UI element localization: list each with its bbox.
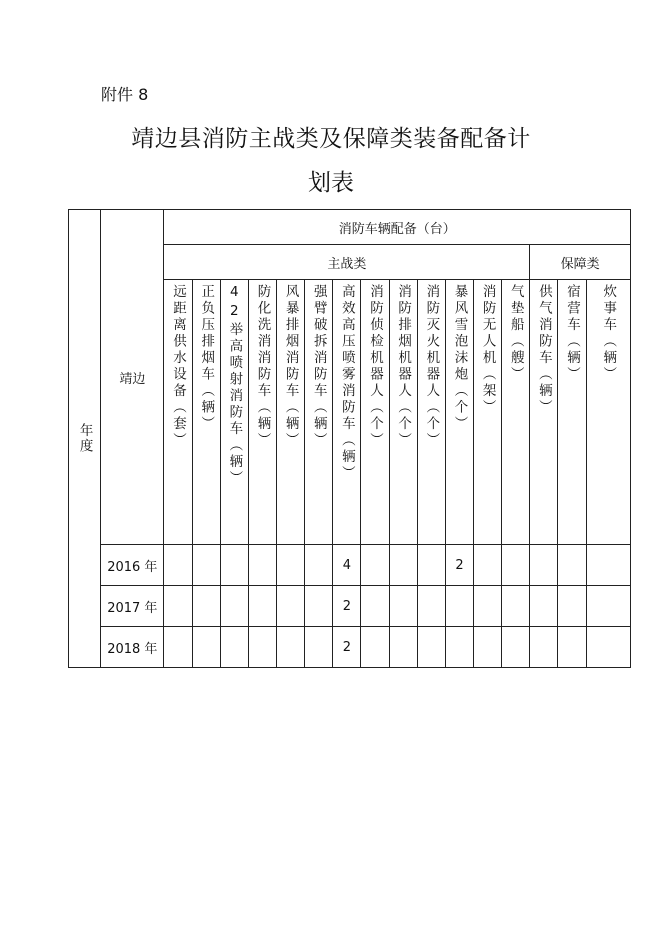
year-header-cell: [69, 210, 101, 668]
document-title-continued: 划表: [308, 170, 354, 196]
value-cell: [474, 586, 502, 627]
value-cell: [586, 586, 630, 627]
main-category-header: 主战类: [164, 245, 530, 280]
column-header: [389, 280, 417, 545]
value-cell: [192, 586, 220, 627]
value-cell: [502, 586, 530, 627]
column-header-label: 消防排烟机器人（个）: [395, 284, 412, 449]
column-header-label: 暴风雪泡沫炮（个）: [451, 284, 468, 433]
column-header-label: 消防侦检机器人（个）: [367, 284, 384, 449]
value-cell: [361, 586, 389, 627]
column-header-label: 消防灭火机器人（个）: [423, 284, 440, 449]
column-header: [361, 280, 389, 545]
value-cell: 2: [333, 627, 361, 668]
column-header: [417, 280, 445, 545]
value-cell: [248, 545, 276, 586]
table-row: [69, 586, 631, 627]
value-cell: [558, 586, 586, 627]
value-cell: [305, 545, 333, 586]
column-header: [305, 280, 333, 545]
value-cell: [389, 586, 417, 627]
value-cell: [474, 627, 502, 668]
value-cell: [530, 627, 558, 668]
value-cell: [164, 545, 192, 586]
value-cell: [220, 545, 248, 586]
value-cell: [417, 586, 445, 627]
column-header-label: 消防无人机（架）: [479, 284, 496, 416]
value-cell: 2: [445, 545, 473, 586]
value-cell: [361, 627, 389, 668]
year-header: 年度: [76, 423, 93, 454]
column-header: [586, 280, 630, 545]
column-header-label: 高效高压喷雾消防车（辆）: [338, 284, 355, 482]
value-cell: 2: [333, 586, 361, 627]
document-title: 靖边县消防主战类及保障类装备配备计: [131, 126, 531, 152]
value-cell: [530, 586, 558, 627]
value-cell: [445, 586, 473, 627]
value-cell: [277, 545, 305, 586]
value-cell: [389, 627, 417, 668]
value-cell: [586, 627, 630, 668]
value-cell: [305, 586, 333, 627]
value-cell: [305, 627, 333, 668]
column-header-label: 防化洗消消防车（辆）: [254, 284, 271, 449]
value-cell: [586, 545, 630, 586]
value-cell: [164, 586, 192, 627]
column-header-label: 正负压排烟车（辆）: [198, 284, 215, 433]
column-header: [333, 280, 361, 545]
column-header-label: 炊事车（辆）: [600, 284, 617, 383]
attachment-label: 附件 8: [101, 85, 149, 104]
column-header: [558, 280, 586, 545]
value-cell: [502, 627, 530, 668]
value-cell: [220, 586, 248, 627]
column-header-label: 宿营车（辆）: [564, 284, 581, 383]
column-header: [248, 280, 276, 545]
column-header: [445, 280, 473, 545]
equipment-plan-table: [68, 209, 631, 668]
column-header-label: 风暴排烟消防车（辆）: [282, 284, 299, 449]
column-header-label: 42举高喷射消防车（辆）: [226, 284, 243, 487]
column-header-label: 强臂破拆消防车（辆）: [310, 284, 327, 449]
column-header-label: 供气消防车（辆）: [535, 284, 552, 416]
value-cell: [389, 545, 417, 586]
value-cell: [361, 545, 389, 586]
value-cell: [445, 627, 473, 668]
value-cell: [502, 545, 530, 586]
value-cell: [417, 545, 445, 586]
column-header: [220, 280, 248, 545]
value-cell: [220, 627, 248, 668]
value-cell: [248, 586, 276, 627]
table-row: [69, 627, 631, 668]
column-header: [474, 280, 502, 545]
value-cell: [530, 545, 558, 586]
column-header: [502, 280, 530, 545]
column-header: [164, 280, 192, 545]
value-cell: [277, 586, 305, 627]
column-header-label: 气垫船（艘）: [507, 284, 524, 383]
value-cell: [192, 627, 220, 668]
year-cell: 2016 年: [101, 545, 164, 586]
region-header: 靖边: [119, 371, 146, 387]
column-header: [192, 280, 220, 545]
year-cell: 2017 年: [101, 586, 164, 627]
value-cell: [558, 545, 586, 586]
value-cell: [277, 627, 305, 668]
column-header: [277, 280, 305, 545]
value-cell: [248, 627, 276, 668]
value-cell: [474, 545, 502, 586]
value-cell: [192, 545, 220, 586]
value-cell: 4: [333, 545, 361, 586]
column-header: [530, 280, 558, 545]
value-cell: [558, 627, 586, 668]
column-header-label: 远距离供水设备（套）: [170, 284, 187, 449]
table-row: [69, 545, 631, 586]
group-header: 消防车辆配备（台）: [164, 210, 631, 245]
year-cell: 2018 年: [101, 627, 164, 668]
region-header-cell: [101, 210, 164, 545]
support-category-header: 保障类: [530, 245, 631, 280]
value-cell: [417, 627, 445, 668]
value-cell: [164, 627, 192, 668]
